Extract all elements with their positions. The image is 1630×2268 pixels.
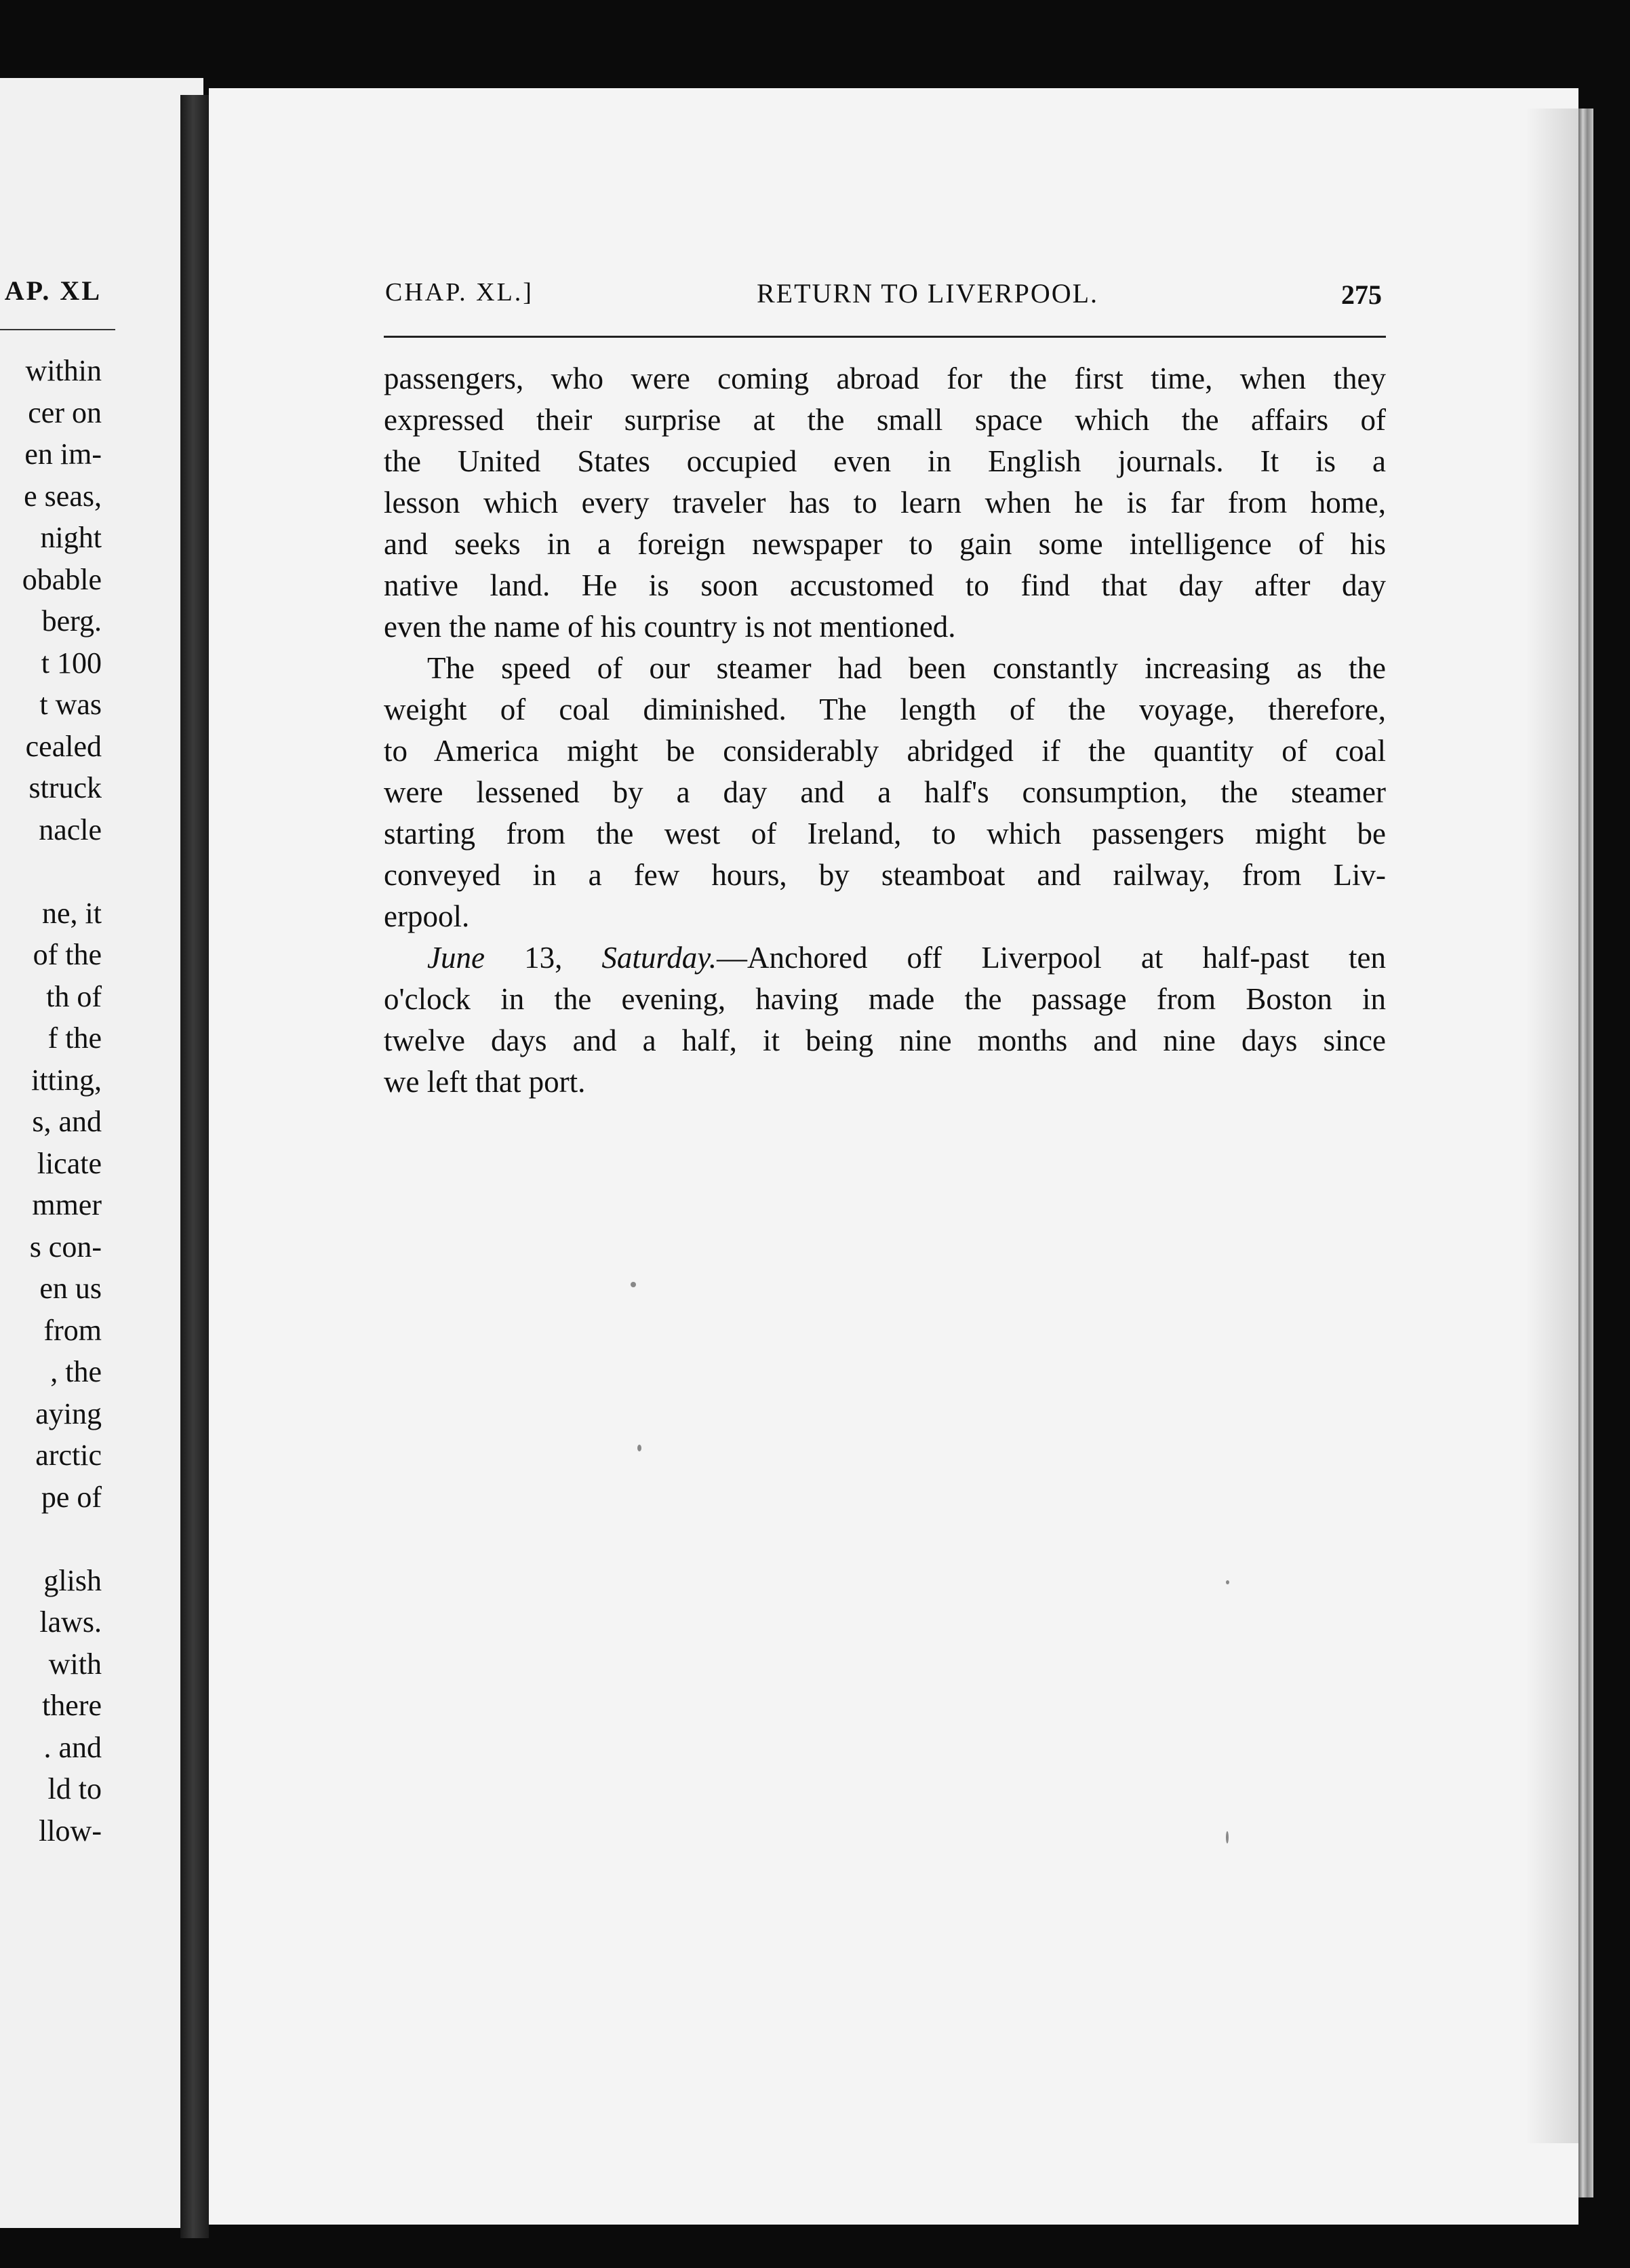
left-page-line: . and	[43, 1730, 102, 1764]
left-page-line: f the	[47, 1021, 102, 1055]
text-line: even the name of his country is not mentioned.	[384, 610, 956, 644]
date-italic: June	[427, 941, 485, 975]
left-page-line: mmer	[32, 1188, 102, 1221]
text-line: erpool.	[384, 899, 470, 933]
text-line: were lessened by a day and a half's consumption, the steamer	[384, 775, 1386, 809]
left-page-line: within	[25, 354, 102, 387]
left-page-line: arctic	[35, 1439, 102, 1472]
left-page-line: cealed	[25, 729, 102, 763]
left-page-line: from	[43, 1313, 102, 1347]
left-page-line: cer on	[28, 395, 102, 429]
left-header-rule	[0, 329, 115, 330]
left-page-line: itting,	[31, 1063, 102, 1097]
page-number: 275	[1341, 279, 1382, 310]
left-page-line: t was	[39, 688, 102, 721]
left-page-line: glish	[43, 1563, 102, 1597]
scan-speck	[1226, 1580, 1229, 1584]
scan-speck	[637, 1445, 641, 1451]
left-page-line: pe of	[41, 1480, 102, 1514]
text-line: the United States occupied even in English journals. It is a	[384, 444, 1386, 478]
left-page-line: aying	[35, 1396, 102, 1430]
text-line: The speed of our steamer had been constantly increasing as the	[427, 651, 1386, 685]
text-line: native land. He is soon accustomed to find that day after day	[384, 568, 1386, 602]
left-page-line: nacle	[39, 813, 102, 846]
scan-speck	[1226, 1831, 1229, 1843]
text-line: lesson which every traveler has to learn when he is far from home,	[384, 486, 1386, 520]
entry-text: —Anchored off Liverpool at half-past ten	[717, 941, 1386, 975]
left-page-line: th of	[46, 979, 102, 1013]
left-page-line: e seas,	[24, 479, 102, 513]
text-line: conveyed in a few hours, by steamboat and railway, from Liv-	[384, 858, 1386, 892]
date-day: 13,	[484, 941, 602, 975]
body-text	[384, 358, 1386, 1103]
book-gutter	[180, 95, 209, 2238]
left-page-line: licate	[37, 1146, 102, 1180]
text-line: starting from the west of Ireland, to which passengers might be	[384, 817, 1386, 850]
text-line: we left that port.	[384, 1065, 586, 1099]
weekday-italic: Saturday.	[601, 941, 717, 975]
chapter-label: CHAP. XL.]	[385, 278, 534, 307]
running-title: RETURN TO LIVERPOOL.	[756, 278, 1099, 309]
left-page-line: en us	[39, 1272, 102, 1305]
left-page-line: obable	[22, 562, 102, 596]
left-page-line: night	[40, 521, 102, 554]
text-line: o'clock in the evening, having made the passage from Boston in	[384, 982, 1386, 1016]
text-line: twelve days and a half, it being nine months and nine days since	[384, 1023, 1386, 1057]
left-page-line: en im-	[24, 437, 102, 471]
text-line: passengers, who were coming abroad for the first time, when they	[384, 361, 1386, 395]
left-page-line: s con-	[29, 1230, 102, 1264]
left-page-line: there	[42, 1689, 102, 1722]
running-head	[385, 273, 1382, 314]
page-edge	[1578, 109, 1593, 2197]
text-line: expressed their surprise at the small space which the affairs of	[384, 403, 1386, 437]
left-page-line: of the	[33, 938, 102, 971]
left-page-line: ne, it	[42, 896, 102, 930]
left-page-line: llow-	[39, 1814, 102, 1847]
left-page-line: berg.	[41, 604, 102, 638]
page-shade	[1526, 109, 1578, 2143]
left-page-line: laws.	[39, 1605, 102, 1639]
left-facing-page	[0, 78, 203, 2228]
text-line	[384, 937, 1386, 979]
left-page-header: AP. XL	[4, 275, 102, 306]
text-line: weight of coal diminished. The length of the voyage, therefore,	[384, 692, 1386, 726]
left-page-line: struck	[28, 771, 102, 804]
left-page-line: , the	[50, 1355, 102, 1388]
left-page-line: with	[48, 1647, 102, 1681]
text-line: and seeks in a foreign newspaper to gain some intelligence of his	[384, 527, 1386, 561]
scan-speck	[631, 1282, 636, 1287]
header-rule	[384, 336, 1386, 338]
left-page-line: s, and	[32, 1105, 102, 1138]
left-page-line: ld to	[47, 1772, 102, 1805]
text-line: to America might be considerably abridged if the quantity of coal	[384, 734, 1386, 768]
left-page-line: t 100	[41, 646, 102, 680]
